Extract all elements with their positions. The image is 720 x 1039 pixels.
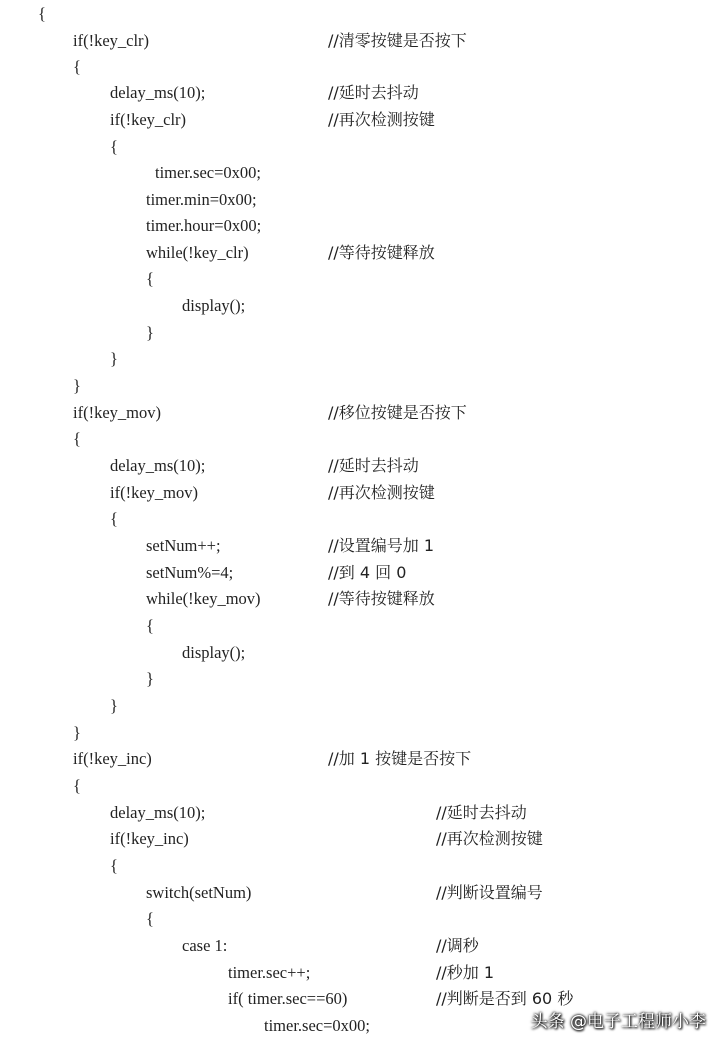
code-text: {: [110, 509, 118, 528]
code-text: }: [146, 323, 154, 342]
code-line: [0, 746, 720, 772]
code-line: [0, 293, 720, 319]
code-line: [0, 880, 720, 906]
code-comment: //判断是否到 60 秒: [436, 989, 574, 1008]
code-line: [0, 134, 720, 160]
code-comment: //清零按键是否按下: [328, 31, 467, 50]
code-text: timer.min=0x00;: [146, 190, 257, 209]
code-text: if(!key_inc): [73, 749, 152, 768]
code-comment: //再次检测按键: [436, 829, 543, 848]
code-comment: //再次检测按键: [328, 110, 435, 129]
code-text: if(!key_clr): [110, 110, 187, 129]
code-line: [0, 400, 720, 426]
code-line: [0, 720, 720, 746]
code-comment: //判断设置编号: [436, 883, 543, 902]
code-text: setNum%=4;: [146, 563, 234, 582]
code-line: [0, 560, 720, 586]
code-text: {: [110, 856, 118, 875]
code-line: [0, 666, 720, 692]
code-text: timer.sec++;: [228, 963, 311, 982]
code-text: while(!key_mov): [146, 589, 261, 608]
code-line: [0, 107, 720, 133]
code-comment: //等待按键释放: [328, 589, 435, 608]
code-comment: //到 4 回 0: [328, 563, 407, 582]
code-line: [0, 826, 720, 852]
code-text: {: [38, 4, 46, 23]
code-line: [0, 54, 720, 80]
code-line: [0, 373, 720, 399]
code-text: while(!key_clr): [146, 243, 249, 262]
code-text: if( timer.sec==60): [228, 989, 348, 1008]
code-text: }: [146, 669, 154, 688]
code-line: [0, 28, 720, 54]
code-comment: //再次检测按键: [328, 483, 435, 502]
code-text: if(!key_inc): [110, 829, 189, 848]
code-text: {: [73, 776, 81, 795]
code-line: [0, 960, 720, 986]
code-line: [0, 640, 720, 666]
code-line: [0, 480, 720, 506]
code-text: if(!key_mov): [73, 403, 161, 422]
code-text: {: [73, 57, 81, 76]
code-line: [0, 586, 720, 612]
code-line: [0, 266, 720, 292]
code-comment: //调秒: [436, 936, 479, 955]
code-comment: //设置编号加 1: [328, 536, 435, 555]
watermark: 头条 @电子工程师小李: [530, 1012, 706, 1032]
code-comment: //延时去抖动: [328, 83, 419, 102]
code-text: if(!key_mov): [110, 483, 198, 502]
code-text: timer.hour=0x00;: [146, 216, 262, 235]
code-line: [0, 933, 720, 959]
code-text: timer.sec=0x00;: [264, 1016, 370, 1035]
code-text: if(!key_clr): [73, 31, 150, 50]
code-comment: //延时去抖动: [436, 803, 527, 822]
code-comment: //等待按键释放: [328, 243, 435, 262]
code-line: [0, 346, 720, 372]
code-line: [0, 533, 720, 559]
code-line: [0, 426, 720, 452]
code-text: delay_ms(10);: [110, 456, 206, 475]
code-line: [0, 773, 720, 799]
code-text: }: [73, 723, 81, 742]
code-text: display();: [182, 643, 246, 662]
code-line: [0, 453, 720, 479]
code-text: {: [146, 909, 154, 928]
code-text: }: [110, 696, 118, 715]
code-line: [0, 800, 720, 826]
code-text: delay_ms(10);: [110, 803, 206, 822]
code-text: {: [73, 429, 81, 448]
code-text: case 1:: [182, 936, 228, 955]
code-text: timer.sec=0x00;: [155, 163, 261, 182]
code-text: display();: [182, 296, 246, 315]
code-text: {: [110, 137, 118, 156]
code-text: }: [73, 376, 81, 395]
code-line: [0, 240, 720, 266]
code-line: [0, 187, 720, 213]
code-comment: //加 1 按键是否按下: [328, 749, 472, 768]
code-text: delay_ms(10);: [110, 83, 206, 102]
code-line: [0, 693, 720, 719]
code-comment: //移位按键是否按下: [328, 403, 467, 422]
code-text: setNum++;: [146, 536, 221, 555]
code-line: [0, 80, 720, 106]
code-line: [0, 320, 720, 346]
code-comment: //延时去抖动: [328, 456, 419, 475]
code-line: [0, 506, 720, 532]
code-comment: //秒加 1: [436, 963, 495, 982]
code-text: switch(setNum): [146, 883, 252, 902]
code-line: [0, 213, 720, 239]
code-line: [0, 613, 720, 639]
code-line: [0, 853, 720, 879]
code-text: }: [110, 349, 118, 368]
code-text: {: [146, 616, 154, 635]
code-text: {: [146, 269, 154, 288]
code-line: [0, 1, 720, 27]
code-line: [0, 160, 720, 186]
code-line: [0, 906, 720, 932]
